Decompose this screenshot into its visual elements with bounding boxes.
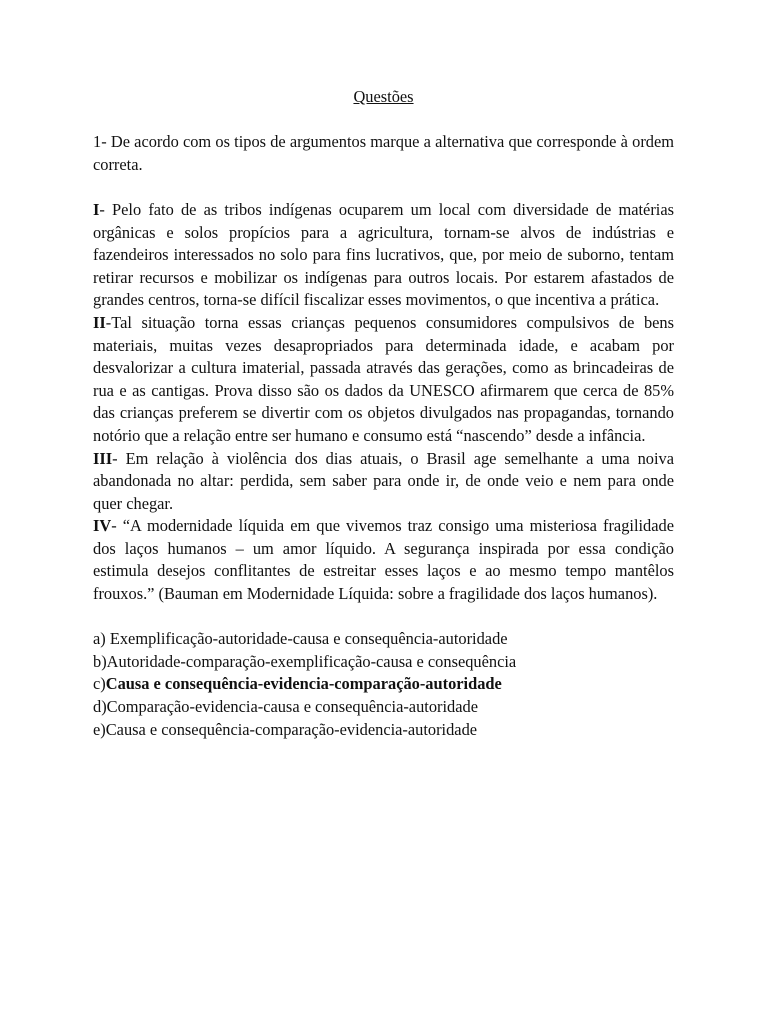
item-number: IV (93, 516, 112, 536)
option-e (93, 719, 674, 742)
option-text: Autoridade-comparação-exemplificação-causa e consequência (106, 651, 517, 671)
item-separator: - (99, 199, 113, 219)
argument-item-2 (93, 312, 674, 448)
answer-options (93, 628, 674, 741)
argument-item-4 (93, 515, 674, 605)
option-prefix: a) (93, 629, 110, 649)
document-page (93, 86, 674, 741)
item-number: I (93, 199, 100, 219)
argument-items (93, 199, 674, 606)
option-text: Causa e consequência-evidencia-comparação-autoridade (105, 674, 502, 694)
argument-item-1 (93, 199, 674, 312)
option-prefix: d) (93, 697, 107, 717)
item-separator: - (111, 516, 123, 536)
page-title: Questões (353, 87, 414, 106)
option-prefix: b) (93, 651, 107, 671)
option-prefix: c) (93, 674, 106, 694)
item-separator: - (105, 312, 112, 332)
option-d (93, 696, 674, 719)
option-b (93, 651, 674, 674)
question-text: 1- De acordo com os tipos de argumentos marque a alternativa que corresponde à ordem correta. (93, 132, 674, 174)
item-separator: - (112, 448, 126, 468)
option-text: Causa e consequência-comparação-evidencia-autoridade (105, 719, 478, 739)
item-number: III (93, 448, 113, 468)
item-text: Em relação à violência dos dias atuais, o Brasil age semelhante a uma noiva abandonada no altar: perdida, sem saber para onde ir, de onde veio e nem para onde quer chegar. (93, 448, 674, 513)
item-text: “A modernidade líquida em que vivemos traz consigo uma misteriosa fragilidade dos laços humanos – um amor líquido. A segurança inspirada por essa condição estimula desejos conflitantes de estreitar esses laços e ao mesmo tempo mantêlos frouxos.” (Bauman em Modernidade Líquida: sobre a fragilidade dos laços humanos). (93, 516, 674, 604)
option-text: Exemplificação-autoridade-causa e consequência-autoridade (109, 629, 508, 649)
option-text: Comparação-evidencia-causa e consequência-autoridade (106, 697, 478, 717)
item-number: II (93, 312, 106, 332)
argument-item-3 (93, 448, 674, 516)
option-a (93, 628, 674, 651)
item-text: Pelo fato de as tribos indígenas ocuparem um local com diversidade de matérias orgânicas e solos propícios para a agricultura, tornam-se alvos de indústrias e fazendeiros interessados no solo para fins lucrativos, que, por meio de suborno, tentam retirar recursos e mobilizar os indígenas para outros locais. Por estarem afastados de grandes centros, torna-se difícil fiscalizar esses movimentos, o que incentiva a prática. (93, 199, 674, 310)
option-prefix: e) (93, 719, 106, 739)
option-c (93, 673, 674, 696)
item-text: Tal situação torna essas crianças pequenos consumidores compulsivos de bens materiais, muitas vezes desapropriados para determinada idade, e acabam por desvalorizar a cultura imaterial, passada através das gerações, como as brincadeiras de rua e as cantigas. Prova disso são os dados da UNESCO afirmarem que cerca de 85% das crianças preferem se divertir com os objetos divulgados nas propagandas, tornando notório que a relação entre ser humano e consumo está “nascendo” desde a infância. (93, 312, 674, 445)
